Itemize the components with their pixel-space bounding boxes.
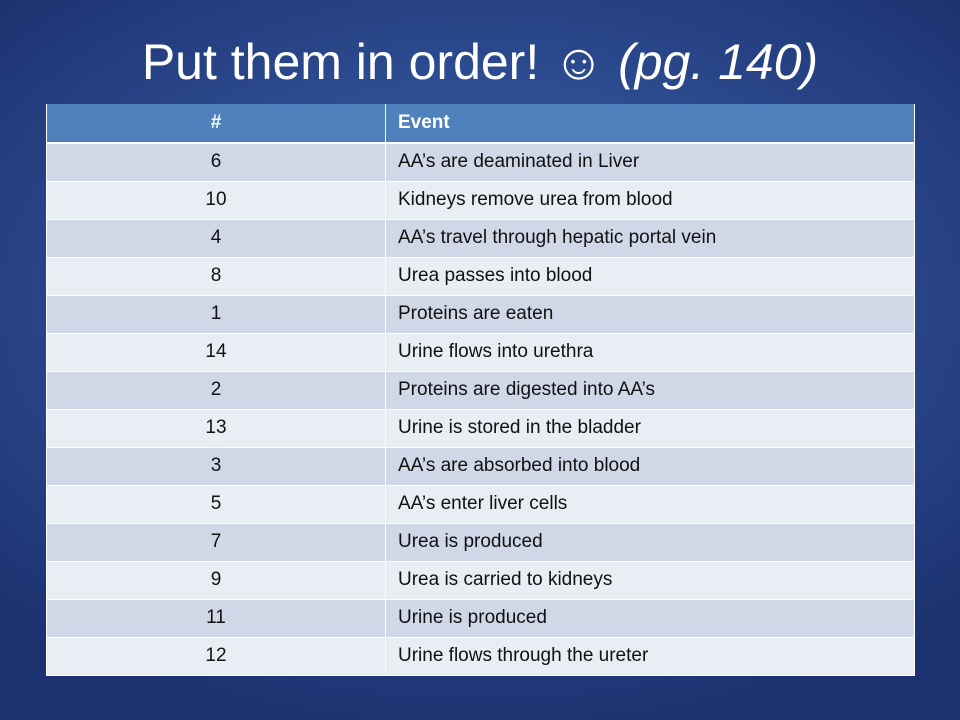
row-number: 1 [47, 295, 386, 333]
row-number: 13 [47, 409, 386, 447]
row-number: 2 [47, 371, 386, 409]
row-number: 4 [47, 219, 386, 257]
row-event: AA’s are absorbed into blood [386, 447, 915, 485]
row-event: AA’s enter liver cells [386, 485, 915, 523]
table-body [47, 143, 915, 675]
table-row [47, 485, 915, 523]
row-number: 10 [47, 181, 386, 219]
table-row [47, 409, 915, 447]
row-event: Urea is carried to kidneys [386, 561, 915, 599]
row-event: AA’s are deaminated in Liver [386, 143, 915, 181]
slide-title-main: Put them in order! ☺ [141, 34, 619, 90]
table-row [47, 599, 915, 637]
table-row [47, 637, 915, 675]
row-event: Urea passes into blood [386, 257, 915, 295]
table-row [47, 371, 915, 409]
row-event: Urine flows into urethra [386, 333, 915, 371]
row-number: 14 [47, 333, 386, 371]
table-row [47, 447, 915, 485]
header-event: Event [386, 104, 915, 143]
header-number: # [47, 104, 386, 143]
row-number: 11 [47, 599, 386, 637]
row-number: 7 [47, 523, 386, 561]
table-row [47, 219, 915, 257]
row-event: Urine flows through the ureter [386, 637, 915, 675]
row-number: 12 [47, 637, 386, 675]
row-number: 8 [47, 257, 386, 295]
slide-title [0, 28, 960, 96]
row-event: AA’s travel through hepatic portal vein [386, 219, 915, 257]
table-row [47, 561, 915, 599]
row-number: 5 [47, 485, 386, 523]
row-number: 3 [47, 447, 386, 485]
row-event: Proteins are digested into AA’s [386, 371, 915, 409]
table-row [47, 523, 915, 561]
table-header-row [47, 104, 915, 143]
order-table [46, 104, 915, 676]
row-event: Urine is stored in the bladder [386, 409, 915, 447]
table-row [47, 333, 915, 371]
row-event: Kidneys remove urea from blood [386, 181, 915, 219]
slide-title-page-ref: (pg. 140) [618, 34, 819, 90]
row-number: 6 [47, 143, 386, 181]
row-event: Proteins are eaten [386, 295, 915, 333]
row-event: Urine is produced [386, 599, 915, 637]
table-row [47, 295, 915, 333]
table-row [47, 181, 915, 219]
row-number: 9 [47, 561, 386, 599]
table-row [47, 143, 915, 181]
row-event: Urea is produced [386, 523, 915, 561]
table-row [47, 257, 915, 295]
